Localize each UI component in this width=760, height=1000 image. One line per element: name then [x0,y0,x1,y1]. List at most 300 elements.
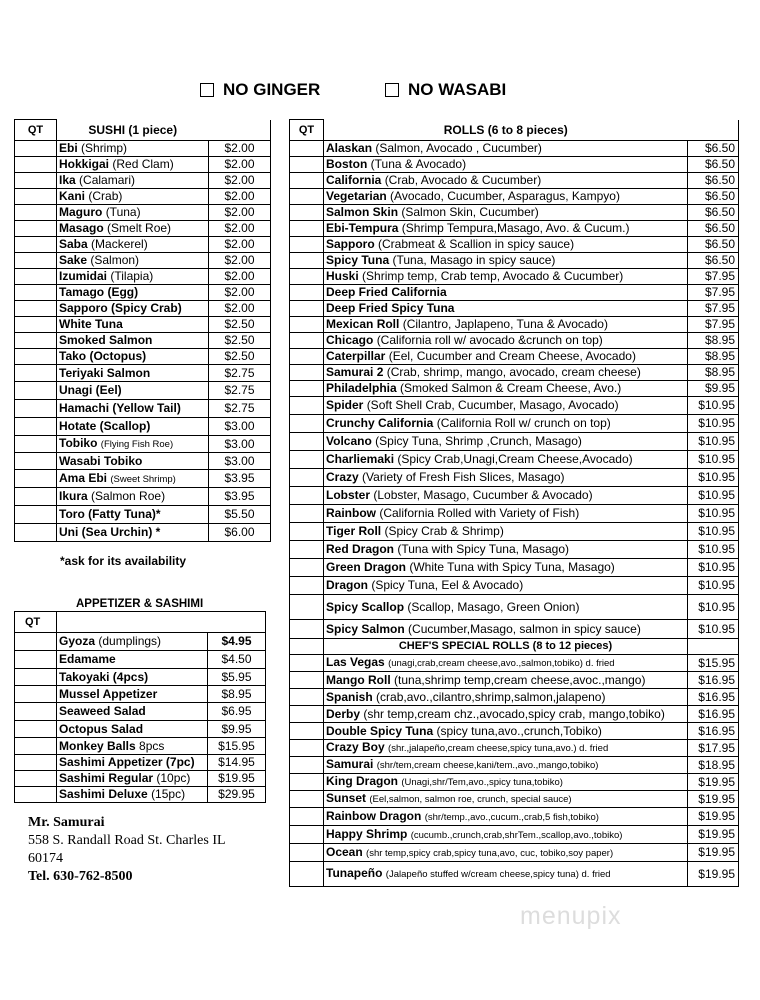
item-price: $15.95 [688,655,739,672]
qty-cell[interactable] [290,862,324,887]
menu-item [324,620,688,639]
item-name: Saba [59,237,88,251]
qty-cell[interactable] [290,381,324,397]
appetizer-row [15,633,266,651]
menu-item [324,740,688,757]
qty-cell[interactable] [15,686,57,703]
qty-cell[interactable] [15,524,57,542]
item-name: Happy Shrimp [326,826,408,841]
item-name: Mango Roll [326,672,391,687]
no-ginger-option[interactable] [200,80,320,100]
menu-item [57,333,209,349]
roll-row [290,173,739,189]
qty-cell[interactable] [15,721,57,738]
menu-item [57,253,209,269]
item-description: (Crab, shrimp, mango, avocado, cream cheese) [386,365,641,379]
item-description: (tuna,shrimp temp,cream cheese,avoc.,mango) [394,672,646,687]
no-ginger-label: NO GINGER [223,80,321,99]
sushi-row [15,436,271,453]
item-name: Tunapeño [326,866,383,880]
item-name: Takoyaki (4pcs) [59,669,149,684]
restaurant-info [28,814,226,886]
item-price: $5.95 [208,669,266,686]
item-description: (spicy tuna,avo.,crunch,Tobiko) [436,723,602,738]
item-name: Crunchy California [326,416,434,430]
item-name: Spider [326,398,364,412]
menu-item [324,253,688,269]
menu-item [324,189,688,205]
qty-cell[interactable] [15,633,57,651]
menu-item [324,317,688,333]
menu-item [57,418,209,436]
item-description: (California Rolled with Variety of Fish) [379,506,580,520]
menu-item [57,269,209,285]
qty-cell[interactable] [15,333,57,349]
item-description: (10pc) [156,771,191,785]
item-description: (Spicy Tuna, Shrimp ,Crunch, Masago) [375,434,582,448]
item-price: $19.95 [688,808,739,826]
sushi-row [15,365,271,382]
item-name: Masago [59,221,104,235]
qty-cell[interactable] [15,269,57,285]
qty-cell[interactable] [290,349,324,365]
item-name: Ebi [59,141,78,155]
item-name: Double Spicy Tuna [326,723,434,738]
item-name: Spanish [326,689,373,704]
qty-cell[interactable] [290,672,324,689]
item-price: $2.00 [209,189,271,205]
item-description: (Crab) [88,189,123,203]
rolls-table [289,119,739,887]
sushi-row [15,189,271,205]
roll-row [290,349,739,365]
sushi-row [15,382,271,400]
item-name: Sapporo [326,237,375,251]
item-price: $6.00 [209,524,271,542]
item-price: $10.95 [688,469,739,487]
menu-item [57,189,209,205]
item-name: Samurai 2 [326,365,384,379]
chef-special-title: CHEF'S SPECIAL ROLLS (8 to 12 pieces) [324,639,688,655]
item-price: $10.95 [688,397,739,415]
item-name: White Tuna [59,317,123,331]
item-price: $10.95 [688,505,739,523]
item-description: (Calamari) [79,173,136,187]
qty-cell[interactable] [290,844,324,862]
item-price: $6.95 [208,703,266,721]
qty-cell[interactable] [290,157,324,173]
qty-cell[interactable] [290,253,324,269]
roll-row [290,317,739,333]
sushi-row [15,205,271,221]
qty-cell[interactable] [15,301,57,317]
item-price: $7.95 [688,317,739,333]
roll-row [290,469,739,487]
qty-cell[interactable] [290,706,324,723]
qty-cell[interactable] [290,469,324,487]
qty-cell[interactable] [15,189,57,205]
qty-cell[interactable] [290,221,324,237]
qty-cell[interactable] [290,487,324,505]
roll-row [290,205,739,221]
item-price: $2.00 [209,253,271,269]
restaurant-address: 558 S. Randall Road St. Charles IL [28,833,226,848]
item-description: (Eel,salmon, salmon roe, crunch, special sauce) [369,794,572,805]
roll-row [290,157,739,173]
menu-item [324,173,688,189]
menu-item [57,453,209,470]
appetizer-title: APPETIZER & SASHIMI [76,598,204,610]
qty-cell[interactable] [15,173,57,189]
qty-cell[interactable] [290,173,324,189]
qty-cell[interactable] [290,317,324,333]
item-price: $2.00 [209,141,271,157]
item-price: $19.95 [208,771,266,787]
qty-cell[interactable] [290,397,324,415]
item-price: $10.95 [688,487,739,505]
item-price: $3.95 [209,470,271,488]
qty-cell[interactable] [15,651,57,669]
item-description: (Variety of Fresh Fish Slices, Masago) [362,470,565,484]
item-price: $7.95 [688,285,739,301]
menu-item [57,524,209,542]
menu-item [57,721,208,738]
item-name: Sashimi Appetizer (7pc) [59,755,195,769]
item-description: (Spicy Crab & Shrimp) [384,524,504,538]
sushi-row [15,488,271,506]
menu-item [57,382,209,400]
restaurant-zip: 60174 [28,851,63,866]
qty-cell[interactable] [15,400,57,418]
item-price: $2.00 [209,157,271,173]
item-description: (shr/tem,cream cheese,kani/tem.,avo.,mango,tobiko) [376,760,599,771]
item-name: Hokkigai [59,157,110,171]
appetizer-table [14,611,266,803]
qty-cell[interactable] [290,689,324,706]
appetizer-row [15,787,266,803]
menu-item [324,285,688,301]
item-price: $6.50 [688,221,739,237]
watermark-logo: menupix [520,902,622,930]
item-name: Octopus Salad [59,721,144,736]
menu-item [324,269,688,285]
qty-cell[interactable] [290,505,324,523]
qty-cell[interactable] [290,559,324,577]
item-description: (shr/temp.,avo.,cucum.,crab,5 fish,tobiko) [424,811,599,823]
item-name: Smoked Salmon [59,333,153,347]
roll-row [290,301,739,317]
item-name: Crazy Boy [326,740,385,754]
sushi-title: SUSHI (1 piece) [57,120,209,141]
item-description: (Jalapeño stuffed w/cream cheese,spicy tuna) d. fried [385,869,611,880]
item-description: (Spicy Crab,Unagi,Cream Cheese,Avocado) [397,452,633,466]
item-price: $2.00 [209,237,271,253]
menu-item [57,686,208,703]
item-name: Ikura [59,489,88,503]
qty-cell[interactable] [290,655,324,672]
roll-row [290,433,739,451]
chef-roll-row [290,757,739,774]
item-name: Teriyaki Salmon [59,365,151,380]
item-price: $6.50 [688,253,739,269]
item-description: (Sweet Shrimp) [110,473,176,485]
qty-cell[interactable] [290,620,324,639]
menu-item [324,523,688,541]
qty-cell[interactable] [290,269,324,285]
qty-cell[interactable] [290,523,324,541]
item-name: Lobster [326,488,371,502]
menu-item [57,221,209,237]
item-description: (Shrimp Tempura,Masago, Avo. & Cucum.) [401,221,630,235]
item-name: Salmon Skin [326,205,399,219]
item-price: $2.75 [209,400,271,418]
qty-cell[interactable] [15,141,57,157]
qt-header: QT [15,120,57,141]
item-price: $2.75 [209,365,271,382]
qty-cell[interactable] [290,205,324,221]
qty-cell[interactable] [290,415,324,433]
item-name: Tobiko [59,436,98,450]
sushi-row [15,269,271,285]
item-description: (California roll w/ avocado &crunch on top) [376,333,603,347]
sushi-row [15,157,271,173]
item-name: Hamachi (Yellow Tail) [59,401,181,415]
item-description: (Avocado, Cucumber, Asparagus, Kampyo) [390,189,620,203]
sushi-row [15,221,271,237]
item-name: King Dragon [326,774,398,788]
item-price: $2.50 [209,317,271,333]
item-price: $10.95 [688,415,739,433]
item-name: Las Vegas [326,655,385,669]
item-name: Rainbow [326,506,376,520]
item-description: (Cilantro, Japlapeno, Tuna & Avocado) [402,317,608,331]
item-name: Samurai [326,757,374,771]
qty-cell[interactable] [290,774,324,791]
chef-roll-row [290,862,739,887]
menu-item [57,285,209,301]
qty-cell[interactable] [15,221,57,237]
qty-cell[interactable] [15,436,57,453]
rolls-title: ROLLS (6 to 8 pieces) [324,120,688,141]
qty-cell[interactable] [15,787,57,803]
roll-row [290,189,739,205]
menu-item [57,651,208,669]
qty-cell[interactable] [15,771,57,787]
qty-cell[interactable] [15,205,57,221]
item-price: $29.95 [208,787,266,803]
menu-item [57,237,209,253]
item-price: $3.95 [209,488,271,506]
qty-cell[interactable] [15,453,57,470]
qty-cell[interactable] [290,791,324,808]
item-name: Tiger Roll [326,524,382,538]
item-name: Deep Fried Spicy Tuna [326,301,455,315]
menu-item [324,349,688,365]
qty-cell[interactable] [15,349,57,365]
item-name: Spicy Salmon [326,621,405,636]
qty-cell[interactable] [15,157,57,173]
sushi-row [15,173,271,189]
menu-item [57,755,208,771]
item-name: Kani [59,189,86,203]
item-name: Tamago (Egg) [59,285,139,299]
menu-item [324,469,688,487]
item-price: $9.95 [688,381,739,397]
qty-cell[interactable] [15,418,57,436]
item-description: (cucumb.,crunch,crab,shrTem.,scallop,avo.,tobiko) [410,829,623,841]
sushi-row [15,253,271,269]
item-price: $7.95 [688,301,739,317]
menu-item [324,826,688,844]
item-name: Dragon [326,578,368,592]
qty-cell[interactable] [290,285,324,301]
item-name: Sashimi Deluxe [59,787,148,801]
item-name: Alaskan [326,141,373,155]
menu-item [57,436,209,453]
no-wasabi-label: NO WASABI [408,80,507,99]
no-ginger-checkbox[interactable] [200,83,214,97]
appetizer-row [15,738,266,755]
qty-cell[interactable] [290,808,324,826]
appetizer-row [15,721,266,738]
qty-cell[interactable] [15,738,57,755]
menu-item [57,470,209,488]
qty-cell[interactable] [15,365,57,382]
item-name: Vegetarian [326,189,387,203]
restaurant-name: Mr. Samurai [28,815,105,830]
qty-cell[interactable] [15,317,57,333]
no-wasabi-option[interactable] [385,80,506,100]
qty-cell[interactable] [290,451,324,469]
sushi-table [14,119,271,542]
item-price: $19.95 [688,791,739,808]
menu-item [324,559,688,577]
item-name: California [326,173,382,187]
item-name: Gyoza [59,634,96,648]
menu-item [324,541,688,559]
menu-item [57,488,209,506]
qty-cell[interactable] [15,755,57,771]
qty-cell[interactable] [290,577,324,595]
menu-item [324,397,688,415]
chef-roll-row [290,844,739,862]
qty-cell[interactable] [15,237,57,253]
item-price: $8.95 [688,349,739,365]
qty-cell[interactable] [15,488,57,506]
item-name: Ebi-Tempura [326,221,399,235]
item-price: $19.95 [688,826,739,844]
qty-cell[interactable] [290,723,324,740]
item-price: $8.95 [688,365,739,381]
sushi-row [15,237,271,253]
menu-item [324,365,688,381]
qty-cell[interactable] [290,541,324,559]
item-price: $2.00 [209,173,271,189]
qty-cell[interactable] [15,703,57,721]
menu-item [57,301,209,317]
menu-item [57,173,209,189]
sushi-row [15,285,271,301]
item-description: (White Tuna with Spicy Tuna, Masago) [409,560,615,574]
qty-cell[interactable] [290,237,324,253]
qty-cell[interactable] [290,141,324,157]
item-price: $5.50 [209,506,271,524]
qty-cell[interactable] [290,433,324,451]
item-description: (Shrimp temp, Crab temp, Avocado & Cucumber) [362,269,624,283]
roll-row [290,620,739,639]
qt-header: QT [15,612,57,633]
item-description: (Spicy Tuna, Eel & Avocado) [371,578,524,592]
item-description: (Smoked Salmon & Cream Cheese, Avo.) [400,381,622,395]
item-name: Charliemaki [326,452,395,466]
item-description: (Shrimp) [81,141,128,155]
item-price: $16.95 [688,689,739,706]
qty-cell[interactable] [15,506,57,524]
roll-row [290,595,739,620]
qty-cell[interactable] [15,285,57,301]
item-name: Uni (Sea Urchin) * [59,525,161,539]
item-price: $8.95 [208,686,266,703]
appetizer-row [15,755,266,771]
qty-cell[interactable] [15,470,57,488]
sushi-row [15,506,271,524]
item-name: Monkey Balls [59,738,136,753]
item-description: (Salmon Roe) [91,489,166,503]
item-description: (Flying Fish Roe) [100,439,174,450]
qty-cell[interactable] [290,333,324,349]
qty-cell[interactable] [15,253,57,269]
item-name: Tako (Octopus) [59,349,147,363]
qty-cell[interactable] [15,382,57,400]
item-name: Deep Fried California [326,285,447,299]
chef-roll-row [290,791,739,808]
qty-cell[interactable] [290,189,324,205]
menu-item [57,141,209,157]
menu-item [57,349,209,365]
item-name: Volcano [326,434,372,448]
qty-cell[interactable] [290,826,324,844]
menu-item [324,844,688,862]
item-description: (shr.,jalapeño,cream cheese,spicy tuna,avo.) d. fried [388,743,609,754]
roll-row [290,365,739,381]
menu-item [57,205,209,221]
qty-cell[interactable] [290,301,324,317]
item-price: $6.50 [688,157,739,173]
chef-roll-row [290,826,739,844]
menu-item [324,141,688,157]
no-wasabi-checkbox[interactable] [385,83,399,97]
qty-cell[interactable] [290,595,324,620]
qty-cell[interactable] [290,365,324,381]
menu-item [324,415,688,433]
item-price: $2.00 [209,205,271,221]
item-description: (shr temp,cream chz.,avocado,spicy crab, mango,tobiko) [363,706,665,721]
item-price: $3.00 [209,436,271,453]
menu-item [57,157,209,173]
menu-item [57,669,208,686]
item-price: $2.00 [209,269,271,285]
item-description: (California Roll w/ crunch on top) [436,416,611,430]
item-description: (Crab, Avocado & Cucumber) [384,173,542,187]
menu-item [57,365,209,382]
item-price: $6.50 [688,141,739,157]
item-name: Edamame [59,652,116,666]
menu-item [324,487,688,505]
qty-cell[interactable] [290,757,324,774]
qty-cell[interactable] [15,669,57,686]
qty-cell[interactable] [290,740,324,757]
item-price: $3.00 [209,453,271,470]
